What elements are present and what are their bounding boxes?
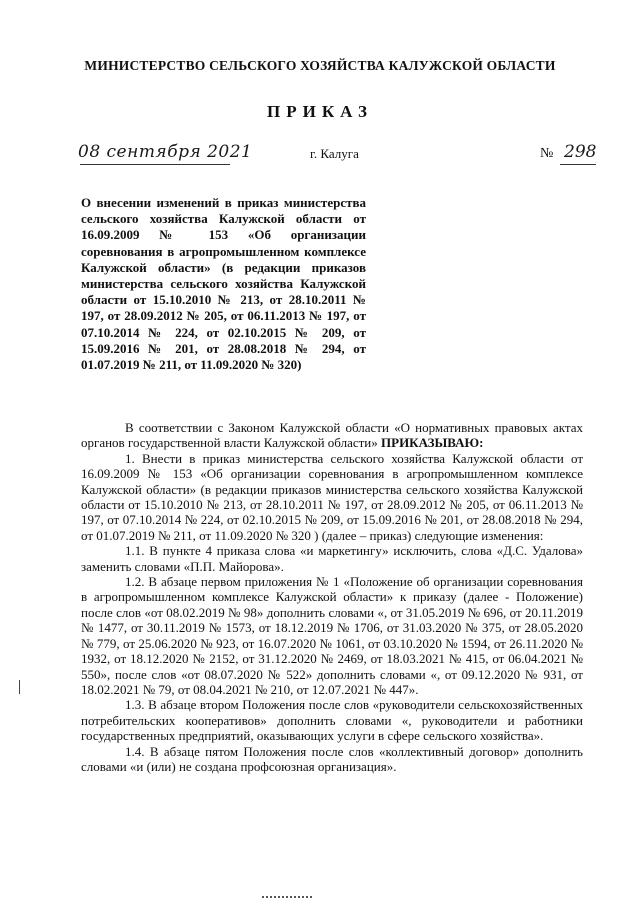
handwritten-order-number: 298 <box>564 142 597 162</box>
margin-mark <box>19 680 20 694</box>
intro-directive: ПРИКАЗЫВАЮ: <box>381 435 484 451</box>
document-type-title: ПРИКАЗ <box>267 102 373 121</box>
bottom-stamp-edge <box>262 896 312 901</box>
paragraph-1: 1. Внести в приказ министерства сельского хозяйства Калужской области от 16.09.2009 № 153 «Об организации соревнования в агропромышленном комплексе Калужской области» (в редакции приказов министерства сельского хозяйства Калужской области от 15.10.2010 № 213, от 28.10.2011 № 197, от 28.09.2012 № 205, от 06.11.2013 № 197, от 07.10.2014 № 224, от 02.10.2015 № 209, от 15.09.2016 № 201, от 28.08.2018 № 294, от 01.07.2019 № 211, от 11.09.2020 № 320 ) (далее – приказ) следующие изменения: <box>81 450 583 543</box>
date-underline <box>80 164 230 165</box>
handwritten-date: 08 сентября 2021 <box>78 142 253 162</box>
paragraph-1-2: 1.2. В абзаце первом приложения № 1 «Положение об организации соревнования в агропромышленном комплексе Калужской области» к приказу (далее - Положение) после слов «от 08.02.2019 № 98» дополнить словами «, от 31.05.2019 № 696, от 20.11.2019 № 1477, от 30.11.2019 № 1573, от 18.12.2019 № 1706, от 31.03.2020 № 375, от 28.05.2020 № 779, от 25.06.2020 № 923, от 16.07.2020 № 1061, от 03.10.2020 № 1594, от 26.11.2020 № 1932, от 18.12.2020 № 2152, от 31.12.2020 № 2469, от 18.03.2021 № 415, от 06.04.2021 № 550», после слов «от 08.07.2020 № 522» дополнить словами «, от 09.12.2020 № 931, от 18.02.2021 № 79, от 08.04.2021 № 210, от 12.07.2021 № 447». <box>81 574 583 697</box>
ministry-header: МИНИСТЕРСТВО СЕЛЬСКОГО ХОЗЯЙСТВА КАЛУЖСКОЙ ОБЛАСТИ <box>84 58 556 73</box>
city-label: г. Калуга <box>310 146 359 161</box>
number-underline <box>560 164 596 165</box>
intro-paragraph <box>81 420 583 451</box>
paragraph-1-3: 1.3. В абзаце втором Положения после слов «руководители сельскохозяйственных потребительских кооперативов» дополнить словами «, руководители и работники государственных предприятий, оказывающих услуги в сфере сельского хозяйства». <box>81 697 583 744</box>
order-body <box>81 420 583 774</box>
paragraph-1-4: 1.4. В абзаце пятом Положения после слов «коллективный договор» дополнить словами «и (или) не создана профсоюзная организация». <box>81 743 583 774</box>
number-label: № <box>540 146 554 161</box>
paragraph-1-1: 1.1. В пункте 4 приказа слова «и маркетингу» исключить, слова «Д.С. Удалова» заменить словами «П.П. Майорова». <box>81 543 583 574</box>
order-subject: О внесении изменений в приказ министерства сельского хозяйства Калужской области от 16.09.2009 № 153 «Об организации соревнования в агропромышленном комплексе Калужской области» (в редакции приказов министерства сельского хозяйства Калужской области от 15.10.2010 № 213, от 28.10.2011 № 197, от 28.09.2012 № 205, от 06.11.2013 № 197, от 07.10.2014 № 224, от 02.10.2015 № 209, от 15.09.2016 № 201, от 28.08.2018 № 294, от 01.07.2019 № 211, от 11.09.2020 № 320) <box>81 195 366 373</box>
intro-text: В соответствии с Законом Калужской области «О нормативных правовых актах органов государственной власти Калужской области» <box>81 420 583 451</box>
